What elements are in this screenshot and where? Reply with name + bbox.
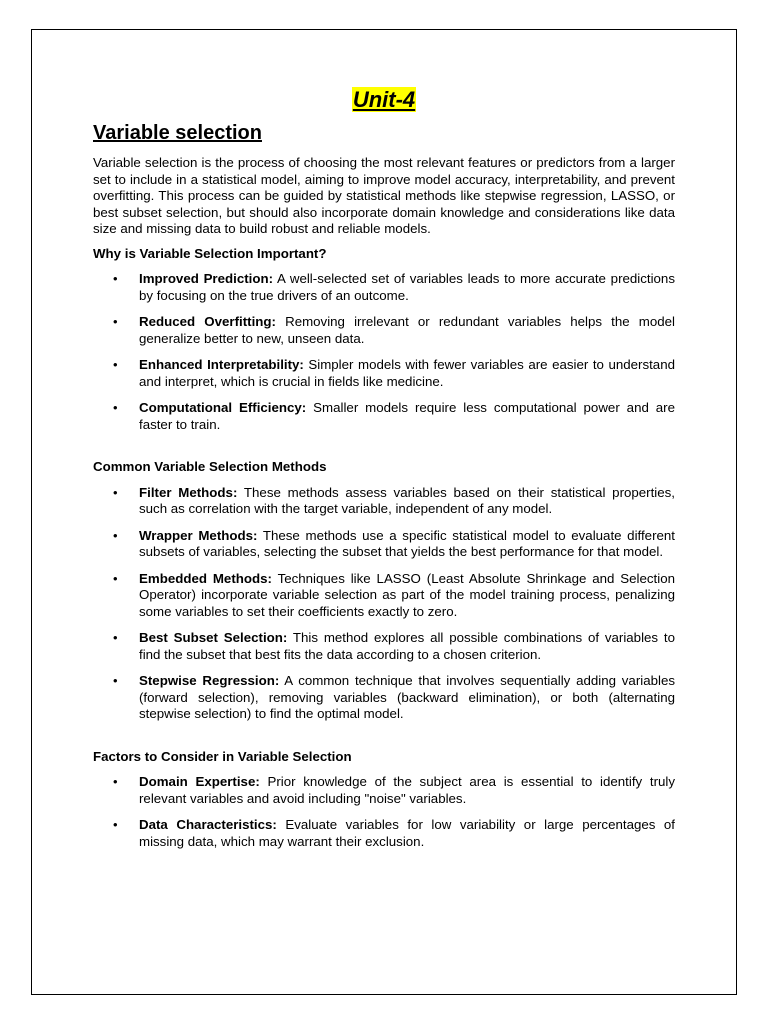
methods-list	[93, 485, 675, 723]
bullet-icon: •	[113, 400, 118, 415]
bullet-icon: •	[113, 271, 118, 286]
factors-heading: Factors to Consider in Variable Selection	[93, 748, 352, 764]
list-item: • Computational Efficiency: Smaller models require less computational power and are faster to train.	[113, 400, 676, 432]
list-item: • Best Subset Selection: This method explores all possible combinations of variables to find the subset that best fits the data according to a chosen criterion.	[113, 630, 675, 662]
list-item: • Enhanced Interpretability: Simpler models with fewer variables are easier to understand and interpret, which is crucial in fields like medicine.	[113, 357, 675, 389]
factors-list	[93, 774, 675, 850]
list-item: • Reduced Overfitting: Removing irrelevant or redundant variables helps the model generalize better to new, unseen data.	[113, 314, 675, 346]
bullet-icon: •	[113, 357, 118, 372]
bullet-icon: •	[113, 673, 118, 688]
bullet-icon: •	[113, 527, 118, 543]
bullet-icon: •	[113, 774, 118, 789]
bullet-icon: •	[113, 817, 118, 832]
list-item: • Stepwise Regression: A common technique that involves sequentially adding variables (forward selection), removing variables (backward elimination), or both (alternating stepwise selection) to find the optimal model.	[113, 673, 676, 721]
bullet-icon: •	[113, 314, 118, 329]
list-item: • Data Characteristics: Evaluate variables for low variability or large percentages of missing data, which may warrant their exclusion.	[113, 817, 676, 849]
intro-paragraph: Variable selection is the process of choosing the most relevant features or predictors from a larger set to include in a statistical model, aiming to improve model accuracy, interpretability, and prevent overfitting. This process can be guided by statistical methods like stepwise regression, LASSO, or best subset selection, but should also incorporate domain knowledge and considerations like data size and missing data to build robust and reliable models.	[93, 155, 675, 236]
bullet-icon: •	[113, 630, 118, 645]
document-content	[93, 86, 675, 860]
methods-heading: Common Variable Selection Methods	[93, 459, 327, 474]
list-item: • Domain Expertise: Prior knowledge of the subject area is essential to identify truly relevant variables and avoid including "noise" variables.	[113, 774, 675, 806]
bullet-icon: •	[113, 484, 118, 500]
why-list	[93, 271, 675, 433]
list-item: • Filter Methods: These methods assess variables based on their statistical properties, such as correlation with the target variable, independent of any model.	[113, 484, 676, 516]
list-item: • Wrapper Methods: These methods use a specific statistical model to evaluate different subsets of variables, selecting the subset that yields the best performance for that model.	[113, 527, 675, 559]
page-title: Variable selection	[93, 122, 262, 144]
list-item: • Improved Prediction: A well-selected set of variables leads to more accurate predictions by focusing on the true drivers of an outcome.	[113, 271, 675, 303]
bullet-icon: •	[113, 570, 118, 586]
list-item: • Embedded Methods: Techniques like LASSO (Least Absolute Shrinkage and Selection Operator) incorporate variable selection as part of the model training process, penalizing some variables to set their coefficients exactly to zero.	[113, 570, 675, 619]
unit-title: Unit-4	[352, 87, 416, 112]
why-heading: Why is Variable Selection Important?	[93, 245, 327, 261]
